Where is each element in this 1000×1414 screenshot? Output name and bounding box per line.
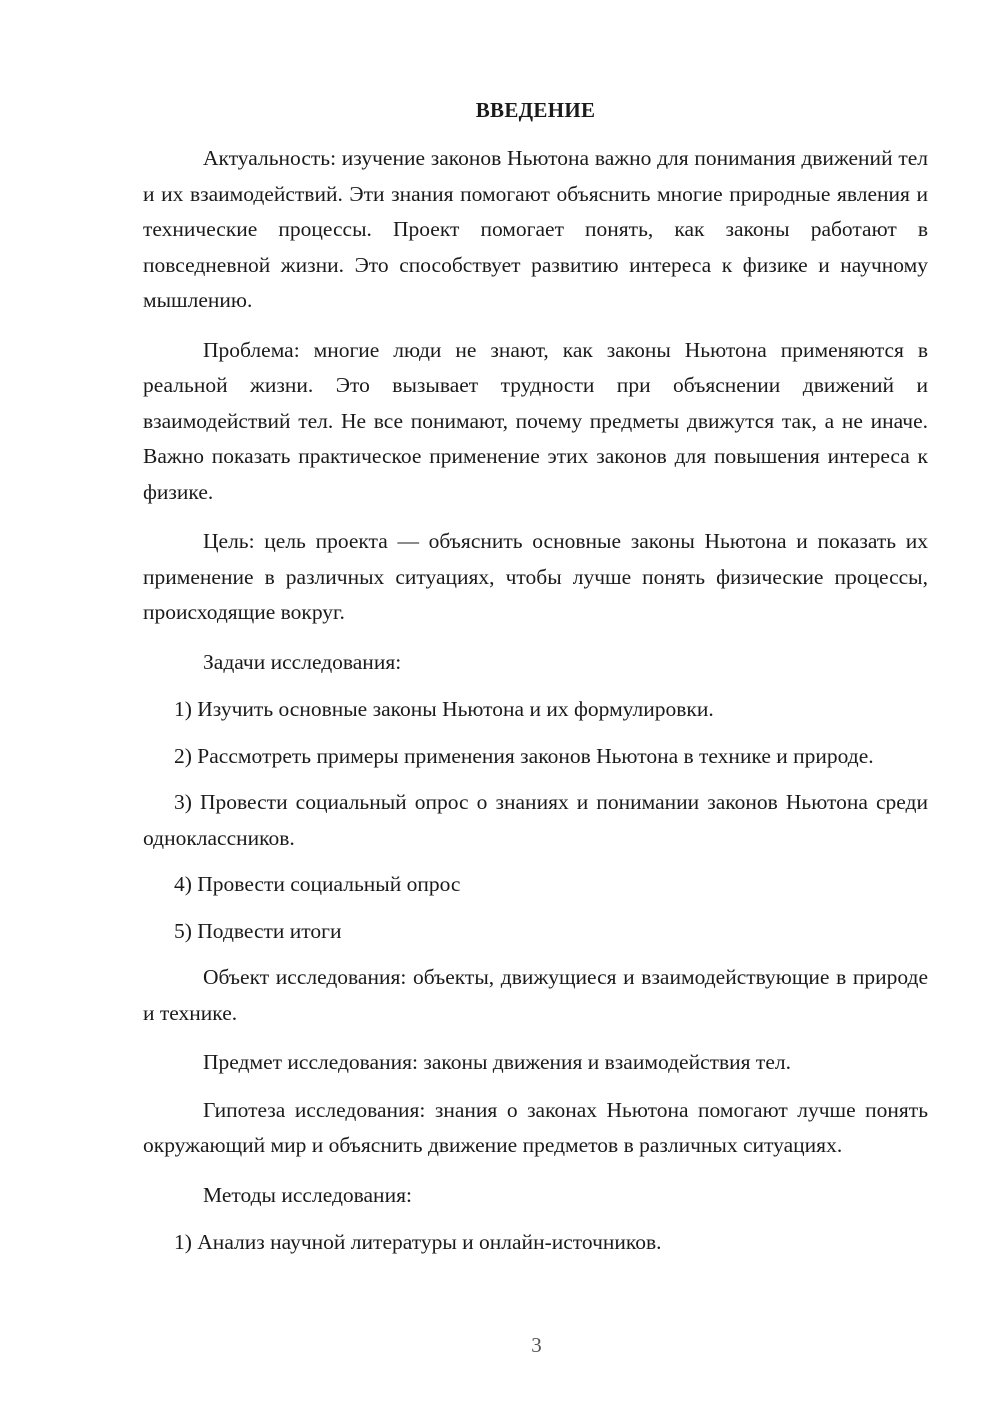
task-item: 4) Провести социальный опрос [174, 872, 461, 896]
task-item: 1) Изучить основные законы Ньютона и их формулировки. [174, 697, 714, 721]
relevance-paragraph: Актуальность: изучение законов Ньютона важно для понимания движений тел и их взаимодействий. Эти знания помогают объяснить многие природные явления и технические процессы. Проект помогает понять, как законы работают в повседневной жизни. Это способствует развитию интереса к физике и научному мышлению. [143, 146, 928, 312]
tasks-heading: Задачи исследования: [203, 649, 402, 674]
task-item: 5) Подвести итоги [174, 918, 342, 943]
document-page [143, 93, 928, 1272]
problem-paragraph: Проблема: многие люди не знают, как законы Ньютона применяются в реальной жизни. Это вызывает трудности при объяснении движений и взаимодействий тел. Не все понимают, почему предметы движутся так, а не иначе. Важно показать практическое применение этих законов для повышения интереса к физике. [143, 337, 928, 504]
subject-paragraph: Предмет исследования: законы движения и взаимодействия тел. [203, 1050, 791, 1074]
object-paragraph: Объект исследования: объекты, движущиеся и взаимодействующие в природе и технике. [143, 965, 928, 1025]
methods-heading: Методы исследования: [203, 1182, 412, 1207]
method-item: 1) Анализ научной литературы и онлайн-источников. [174, 1230, 662, 1254]
hypothesis-paragraph: Гипотеза исследования: знания о законах Ньютона помогают лучше понять окружающий мир и объяснить движение предметов в различных ситуациях. [143, 1097, 928, 1157]
task-item: 3) Провести социальный опрос о знаниях и понимании законов Ньютона среди одноклассников. [143, 790, 928, 850]
page-number: 3 [531, 1333, 542, 1357]
page-title: ВВЕДЕНИЕ [475, 98, 596, 122]
goal-paragraph: Цель: цель проекта — объяснить основные законы Ньютона и показать их применение в различных ситуациях, чтобы лучше понять физические процессы, происходящие вокруг. [143, 529, 928, 624]
task-item: 2) Рассмотреть примеры применения законов Ньютона в технике и природе. [174, 743, 874, 768]
